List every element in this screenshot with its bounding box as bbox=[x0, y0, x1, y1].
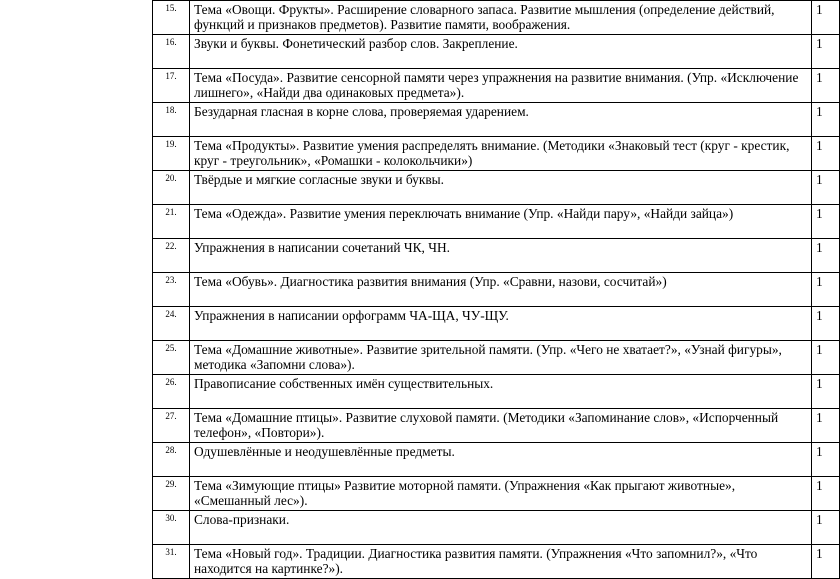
row-topic: Слова-признаки. bbox=[190, 511, 812, 545]
row-topic: Тема «Овощи. Фрукты». Расширение словарного запаса. Развитие мышления (определение действий, функций и признаков предметов). Развитие памяти, воображения. bbox=[190, 1, 812, 35]
table-row bbox=[153, 103, 840, 137]
row-hours: 1 bbox=[812, 409, 840, 443]
table-row bbox=[153, 443, 840, 477]
row-number: 30. bbox=[153, 511, 190, 545]
table-row bbox=[153, 35, 840, 69]
row-hours: 1 bbox=[812, 69, 840, 103]
row-number: 19. bbox=[153, 137, 190, 171]
row-topic: Твёрдые и мягкие согласные звуки и буквы. bbox=[190, 171, 812, 205]
row-hours: 1 bbox=[812, 307, 840, 341]
row-hours: 1 bbox=[812, 239, 840, 273]
row-hours: 1 bbox=[812, 171, 840, 205]
row-topic: Правописание собственных имён существительных. bbox=[190, 375, 812, 409]
row-number: 16. bbox=[153, 35, 190, 69]
row-number: 28. bbox=[153, 443, 190, 477]
row-hours: 1 bbox=[812, 205, 840, 239]
row-hours: 1 bbox=[812, 1, 840, 35]
row-hours: 1 bbox=[812, 443, 840, 477]
row-hours: 1 bbox=[812, 341, 840, 375]
table-row bbox=[153, 205, 840, 239]
row-topic: Безударная гласная в корне слова, проверяемая ударением. bbox=[190, 103, 812, 137]
table-row bbox=[153, 341, 840, 375]
table-row bbox=[153, 137, 840, 171]
row-topic: Тема «Посуда». Развитие сенсорной памяти через упражнения на развитие внимания. (Упр. «Исключение лишнего», «Найди два одинаковых предмета»). bbox=[190, 69, 812, 103]
table-row bbox=[153, 69, 840, 103]
row-hours: 1 bbox=[812, 545, 840, 579]
row-number: 17. bbox=[153, 69, 190, 103]
row-hours: 1 bbox=[812, 511, 840, 545]
row-topic: Тема «Продукты». Развитие умения распределять внимание. (Методики «Знаковый тест (круг - крестик, круг - треугольник», «Ромашки - колокольчики») bbox=[190, 137, 812, 171]
row-topic: Тема «Домашние птицы». Развитие слуховой памяти. (Методики «Запоминание слов», «Испорченный телефон», «Повтори»). bbox=[190, 409, 812, 443]
row-topic: Упражнения в написании орфограмм ЧА-ЩА, ЧУ-ЩУ. bbox=[190, 307, 812, 341]
row-number: 26. bbox=[153, 375, 190, 409]
row-number: 25. bbox=[153, 341, 190, 375]
table-row bbox=[153, 307, 840, 341]
row-topic: Тема «Одежда». Развитие умения переключать внимание (Упр. «Найди пару», «Найди зайца») bbox=[190, 205, 812, 239]
row-number: 20. bbox=[153, 171, 190, 205]
row-hours: 1 bbox=[812, 103, 840, 137]
row-hours: 1 bbox=[812, 375, 840, 409]
row-hours: 1 bbox=[812, 35, 840, 69]
row-number: 27. bbox=[153, 409, 190, 443]
table-row bbox=[153, 1, 840, 35]
lesson-plan-table bbox=[152, 0, 840, 579]
row-number: 23. bbox=[153, 273, 190, 307]
row-hours: 1 bbox=[812, 137, 840, 171]
row-topic: Упражнения в написании сочетаний ЧК, ЧН. bbox=[190, 239, 812, 273]
row-number: 29. bbox=[153, 477, 190, 511]
table-row bbox=[153, 409, 840, 443]
row-hours: 1 bbox=[812, 477, 840, 511]
row-topic: Тема «Новый год». Традиции. Диагностика развития памяти. (Упражнения «Что запомнил?», «Что находится на картинке?»). bbox=[190, 545, 812, 579]
row-topic: Одушевлённые и неодушевлённые предметы. bbox=[190, 443, 812, 477]
table-row bbox=[153, 239, 840, 273]
row-number: 15. bbox=[153, 1, 190, 35]
table-row bbox=[153, 477, 840, 511]
row-hours: 1 bbox=[812, 273, 840, 307]
table-row bbox=[153, 511, 840, 545]
row-number: 22. bbox=[153, 239, 190, 273]
row-topic: Тема «Домашние животные». Развитие зрительной памяти. (Упр. «Чего не хватает?», «Узнай фигуры», методика «Запомни слова»). bbox=[190, 341, 812, 375]
row-number: 18. bbox=[153, 103, 190, 137]
row-number: 21. bbox=[153, 205, 190, 239]
row-number: 31. bbox=[153, 545, 190, 579]
row-topic: Звуки и буквы. Фонетический разбор слов. Закрепление. bbox=[190, 35, 812, 69]
row-number: 24. bbox=[153, 307, 190, 341]
table-row bbox=[153, 171, 840, 205]
row-topic: Тема «Зимующие птицы» Развитие моторной памяти. (Упражнения «Как прыгают животные», «Смешанный лес»). bbox=[190, 477, 812, 511]
table-row bbox=[153, 273, 840, 307]
table-row bbox=[153, 375, 840, 409]
table-row bbox=[153, 545, 840, 579]
row-topic: Тема «Обувь». Диагностика развития внимания (Упр. «Сравни, назови, сосчитай») bbox=[190, 273, 812, 307]
